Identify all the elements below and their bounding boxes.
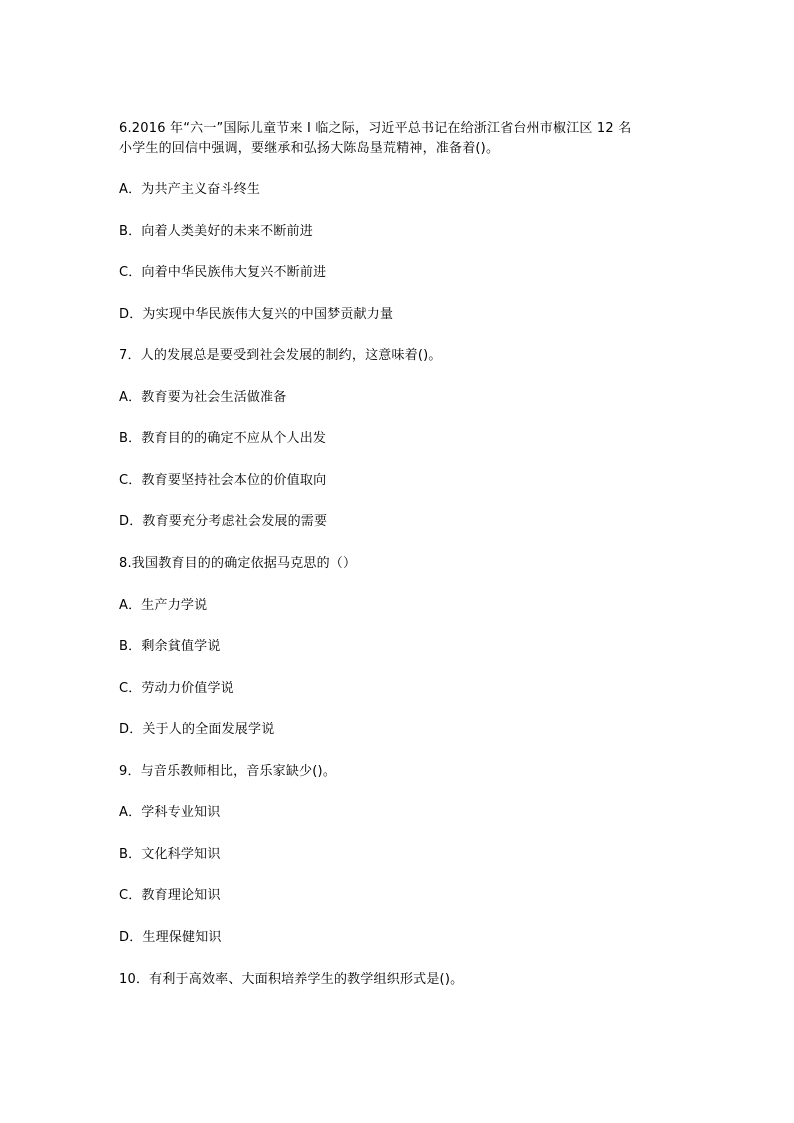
question-7-option-d: D．教育要充分考虑社会发展的需要 [119,514,328,529]
question-6-option-a: A．为共产主义奋斗终生 [119,182,261,197]
question-9-option-d: D．生理保健知识 [119,930,222,945]
question-6-option-b: B．向着人类美好的未来不断前进 [119,224,313,239]
question-6-stem-line-2: 小学生的回信中强调，要继承和弘扬大陈岛垦荒精神，准备着()。 [119,141,500,156]
question-8-option-a: A．生产力学说 [119,598,208,613]
question-6-option-c: C．向着中华民族伟大复兴不断前进 [119,265,327,280]
question-7-option-b: B．教育目的的确定不应从个人出发 [119,431,327,446]
question-6-stem-line-1: 6.2016 年“六一”国际儿童节来 I 临之际，习近平总书记在给浙江省台州市椒江区 12 名 [119,121,632,136]
question-7-option-a: A．教育要为社会生活做准备 [119,390,287,405]
question-10-stem: 10．有利于高效率、大面积培养学生的教学组织形式是()。 [119,972,464,987]
question-6-option-d: D．为实现中华民族伟大复兴的中国梦贡献力量 [119,307,394,322]
question-7-option-c: C．教育要坚持社会本位的价值取向 [119,473,327,488]
question-8-option-b: B．剩余貧值学说 [119,639,221,654]
question-9-stem: 9．与音乐教师相比，音乐家缺少()。 [119,764,337,779]
question-8-stem: 8.我国教育目的的确定依据马克思的（） [119,556,357,571]
question-9-option-c: C．教育理论知识 [119,888,221,903]
question-8-option-c: C．劳动力价值学说 [119,681,234,696]
question-9-option-b: B．文化科学知识 [119,847,221,862]
question-8-option-d: D．关于人的全面发展学说 [119,722,275,737]
question-7-stem: 7．人的发展总是要受到社会发展的制约，这意味着()。 [119,348,442,363]
question-9-option-a: A．学科专业知识 [119,805,221,820]
